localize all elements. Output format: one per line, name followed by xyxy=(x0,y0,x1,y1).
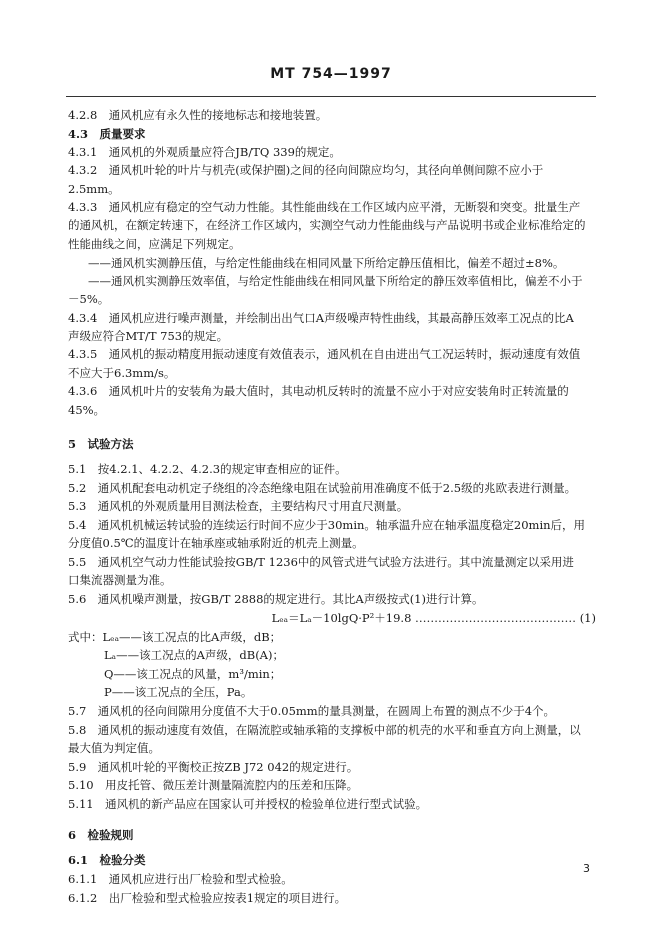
clause-4-3-3-cont2: 性能曲线之间，应满足下列规定。 xyxy=(68,237,241,251)
clause-4-3-5-cont: 不应大于6.3mm/s。 xyxy=(68,366,176,380)
clause-6-1-2: 6.1.2 出厂检验和型式检验应按表1规定的项目进行。 xyxy=(68,891,347,905)
clause-4-2-8: 4.2.8 通风机应有永久性的接地标志和接地装置。 xyxy=(68,108,328,122)
clause-5-4: 5.4 通风机机械运转试验的连续运行时间不应少于30min。轴承温升应在轴承温度稳定20min后，用 xyxy=(68,518,586,532)
clause-5-8-cont: 最大值为判定值。 xyxy=(68,741,160,755)
formula-where-2: Lₐ——该工况点的A声级，dB(A)； xyxy=(104,648,284,662)
formula-where-3: Q——该工况点的风量，m³/min； xyxy=(104,667,282,681)
clause-4-3-3-item1: ——通风机实测静压值，与给定性能曲线在相同风量下所给定静压值相比，偏差不超过±8%。 xyxy=(88,256,565,270)
clause-4-3-5: 4.3.5 通风机的振动精度用振动速度有效值表示，通风机在自由进出气工况运转时，振动速度有效值 xyxy=(68,347,581,361)
clause-4-3-3-item2: ——通风机实测静压效率值，与给定性能曲线在相同风量下所给定的静压效率值相比，偏差不小于 xyxy=(88,274,583,288)
clause-5-4-cont: 分度值0.5℃的温度计在轴承座或轴承附近的机壳上测量。 xyxy=(68,536,364,550)
standard-code-header: MT 754—1997 xyxy=(270,66,392,82)
clause-5-11: 5.11 通风机的新产品应在国家认可并授权的检验单位进行型式试验。 xyxy=(68,797,428,811)
heading-4-3: 4.3 质量要求 xyxy=(68,127,146,141)
clause-5-9: 5.9 通风机叶轮的平衡校正按ZB J72 042的规定进行。 xyxy=(68,760,359,774)
clause-4-3-6-cont: 45%。 xyxy=(68,403,106,417)
clause-5-5-cont: 口集流器测量为准。 xyxy=(68,573,172,587)
clause-6-1-1: 6.1.1 通风机应进行出厂检验和型式检验。 xyxy=(68,872,293,886)
heading-6-1: 6.1 检验分类 xyxy=(68,853,146,867)
clause-5-10: 5.10 用皮托管、微压差计测量隔流腔内的压差和压降。 xyxy=(68,778,359,792)
clause-4-3-3-cont1: 的通风机，在额定转速下，在经济工作区域内，实测空气动力性能曲线与产品说明书或企业标准给定的 xyxy=(68,218,586,232)
clause-4-3-6: 4.3.6 通风机叶片的安装角为最大值时，其电动机反转时的流量不应小于对应安装角时正转流量的 xyxy=(68,384,569,398)
clause-4-3-3-item2-cont: －5%。 xyxy=(68,292,110,306)
clause-4-3-4-cont: 声级应符合MT/T 753的规定。 xyxy=(68,329,229,343)
clause-5-3: 5.3 通风机的外观质量用目测法检查，主要结构尺寸用直尺测量。 xyxy=(68,499,409,513)
clause-5-2: 5.2 通风机配套电动机定子绕组的冷态绝缘电阻在试验前用准确度不低于2.5级的兆欧表进行测量。 xyxy=(68,481,577,495)
formula-where-4: P——该工况点的全压，Pa。 xyxy=(104,685,253,699)
clause-4-3-2: 4.3.2 通风机叶轮的叶片与机壳(或保护圈)之间的径向间隙应均匀，其径向单侧间隙不应小于 xyxy=(68,163,544,177)
formula-1: Lₑₐ＝Lₐ－10lgQ·P²＋19.8 …………………………………… (1) xyxy=(271,611,596,625)
clause-5-1: 5.1 按4.2.1、4.2.2、4.2.3的规定审查相应的证件。 xyxy=(68,462,347,476)
header-rule xyxy=(66,96,596,97)
clause-5-8: 5.8 通风机的振动速度有效值，在隔流腔或轴承箱的支撑板中部的机壳的水平和垂直方向上测量，以 xyxy=(68,723,581,737)
page-number: 3 xyxy=(583,862,590,875)
formula-where-1: 式中：Lₑₐ——该工况点的比A声级，dB； xyxy=(68,630,282,644)
clause-4-3-2-cont: 2.5mm。 xyxy=(68,182,120,196)
clause-5-7: 5.7 通风机的径向间隙用分度值不大于0.05mm的量具测量，在圆周上布置的测点不少于4个。 xyxy=(68,704,556,718)
heading-5: 5 试验方法 xyxy=(68,437,134,451)
clause-4-3-3: 4.3.3 通风机应有稳定的空气动力性能。其性能曲线在工作区域内应平滑，无断裂和突变。批量生产 xyxy=(68,200,581,214)
heading-6: 6 检验规则 xyxy=(68,828,134,842)
clause-4-3-4: 4.3.4 通风机应进行噪声测量，并绘制出出气口A声级噪声特性曲线，其最高静压效率工况点的比A xyxy=(68,311,574,325)
clause-5-5: 5.5 通风机空气动力性能试验按GB/T 1236中的风管式进气试验方法进行。其中流量测定以采用进 xyxy=(68,555,574,569)
clause-5-6: 5.6 通风机噪声测量，按GB/T 2888的规定进行。其比A声级按式(1)进行计算。 xyxy=(68,592,484,606)
clause-4-3-1: 4.3.1 通风机的外观质量应符合JB/TQ 339的规定。 xyxy=(68,145,341,159)
